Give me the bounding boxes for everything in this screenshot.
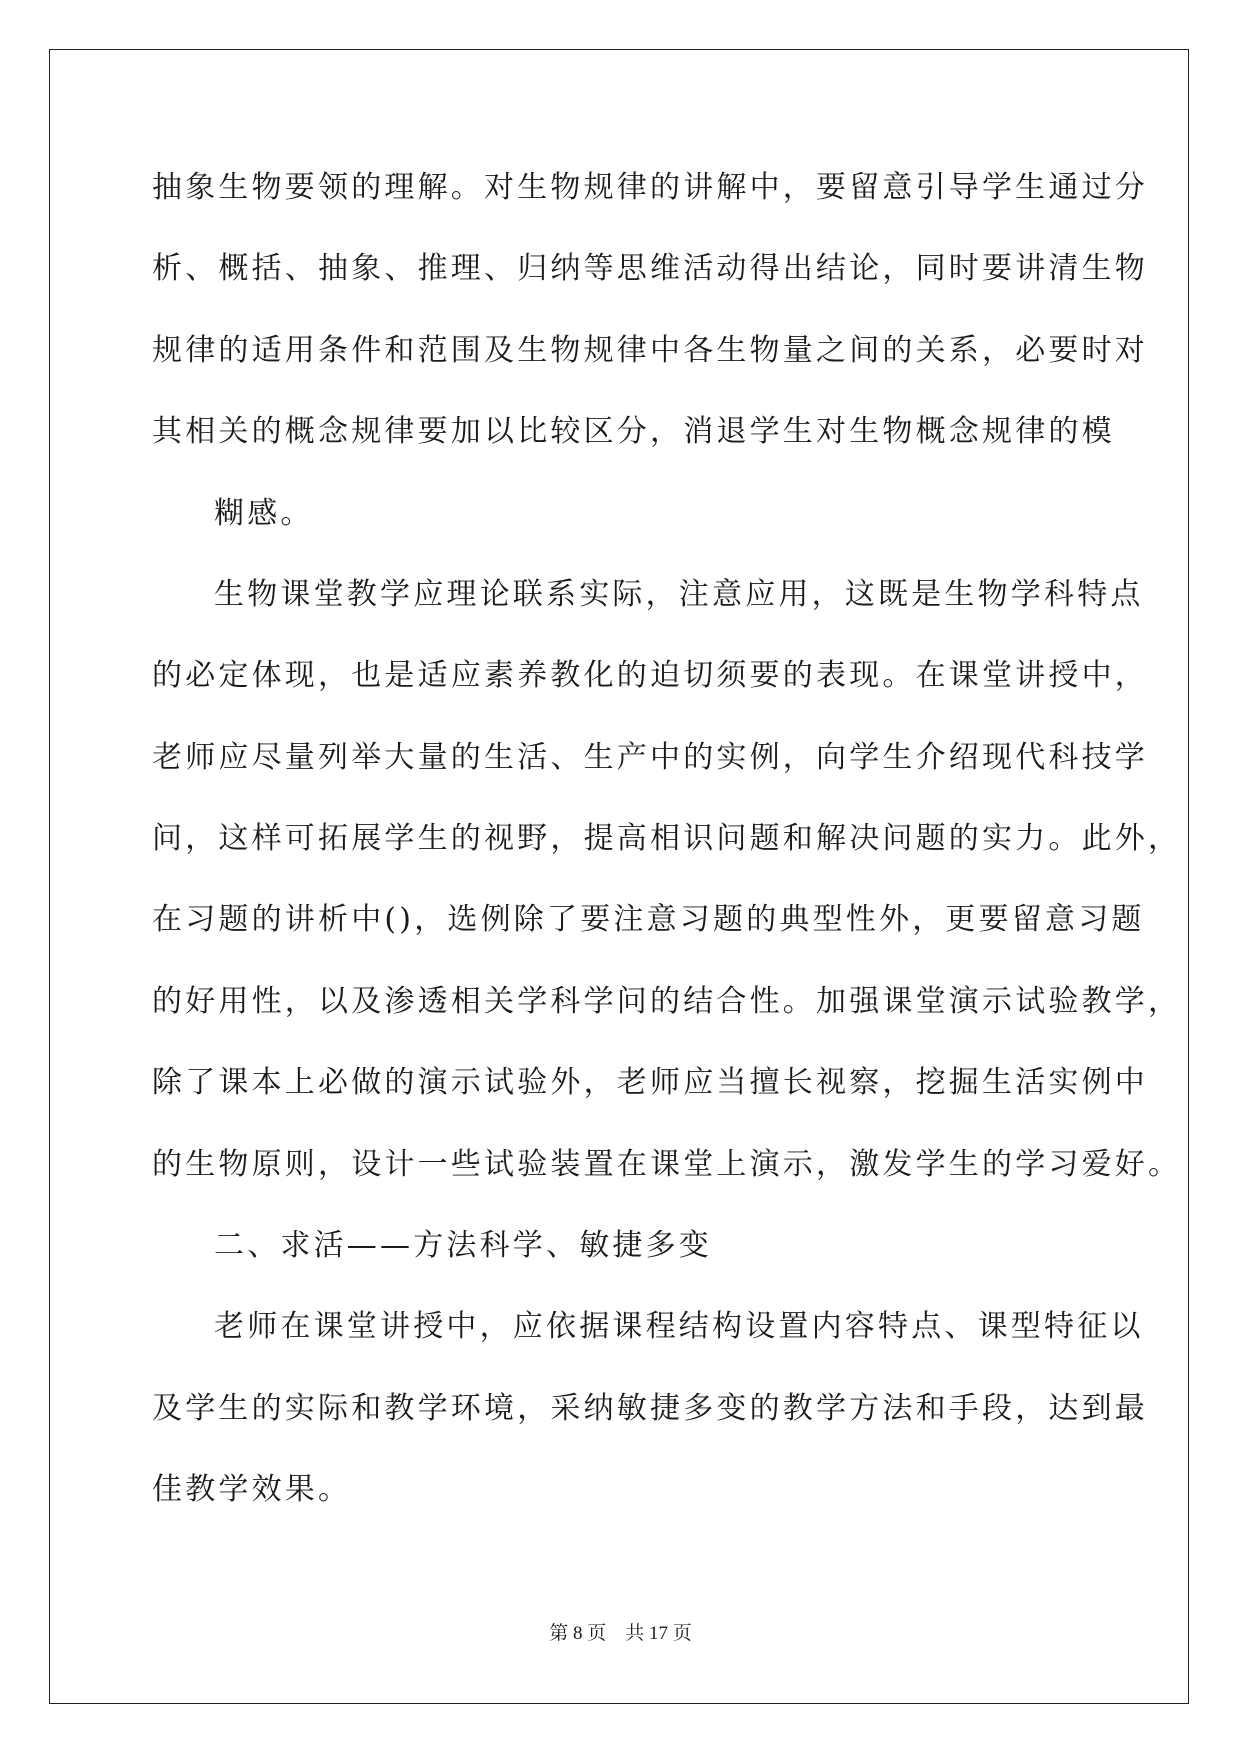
page-number-footer: 第 8 页 共 17 页	[549, 1623, 692, 1644]
text-line: 在习题的讲析中()，选例除了要注意习题的典型性外，更要留意习题	[152, 902, 1145, 937]
text-line: 问，这样可拓展学生的视野，提高相识问题和解决问题的实力。此外，	[152, 821, 1182, 856]
section-heading: 二、求活——方法科学、敏捷多变	[214, 1228, 712, 1263]
page-border	[49, 49, 1189, 1704]
text-line: 老师在课堂讲授中，应依据课程结构设置内容特点、课型特征以	[214, 1309, 1144, 1344]
text-line: 规律的适用条件和范围及生物规律中各生物量之间的关系，必要时对	[152, 333, 1148, 368]
text-line: 析、概括、抽象、推理、归纳等思维活动得出结论，同时要讲清生物	[152, 251, 1148, 286]
text-line: 的必定体现，也是适应素养教化的迫切须要的表现。在课堂讲授中，	[152, 658, 1148, 693]
text-line: 的生物原则，设计一些试验装置在课堂上演示，激发学生的学习爱好。	[152, 1147, 1182, 1182]
text-line: 及学生的实际和教学环境，采纳敏捷多变的教学方法和手段，达到最	[152, 1391, 1148, 1426]
text-line: 糊感。	[214, 496, 314, 531]
text-line: 生物课堂教学应理论联系实际，注意应用，这既是生物学科特点	[214, 577, 1144, 612]
text-line: 抽象生物要领的理解。对生物规律的讲解中，要留意引导学生通过分	[152, 170, 1148, 205]
text-line: 其相关的概念规律要加以比较区分，消退学生对生物概念规律的模	[152, 414, 1115, 449]
text-line: 老师应尽量列举大量的生活、生产中的实例，向学生介绍现代科技学	[152, 740, 1148, 775]
text-line: 佳教学效果。	[152, 1472, 352, 1507]
text-line: 除了课本上必做的演示试验外，老师应当擅长视察，挖掘生活实例中	[152, 1065, 1148, 1100]
text-line: 的好用性，以及渗透相关学科学问的结合性。加强课堂演示试验教学，	[152, 984, 1182, 1019]
